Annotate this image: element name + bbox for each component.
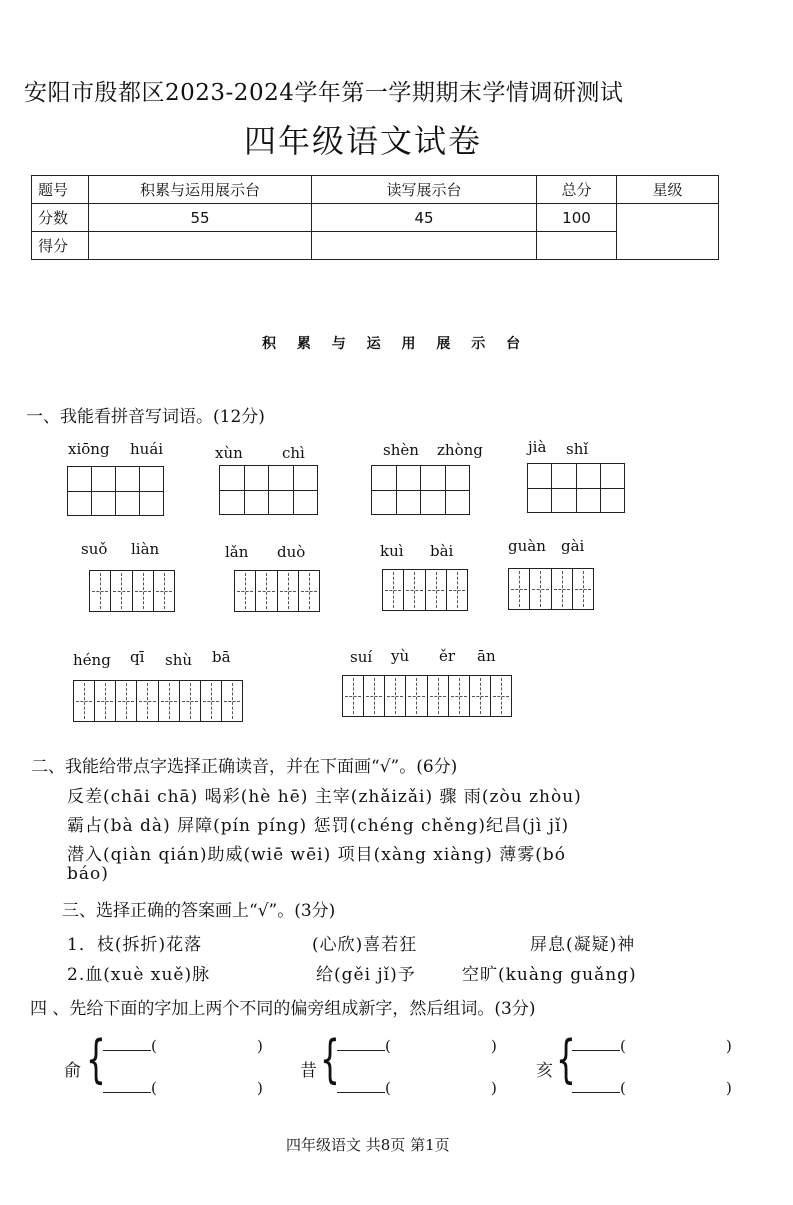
table-cell[interactable]: [89, 232, 312, 260]
pinyin: qī: [130, 648, 145, 666]
table-row: [32, 232, 719, 260]
tian-grid[interactable]: [234, 570, 320, 612]
section-title: 积 累 与 运 用 展 示 台: [262, 336, 529, 352]
table-cell: 55: [89, 204, 312, 232]
base-character: 亥: [536, 1061, 553, 1081]
answer-grid[interactable]: [219, 465, 318, 515]
base-character: 俞: [64, 1061, 81, 1081]
question-3-heading: 三、选择正确的答案画上“√”。(3分): [62, 901, 336, 921]
pinyin: yù: [391, 647, 410, 665]
pinyin: huái: [130, 440, 164, 458]
question-3-item: 1．枝(拆折)花落: [67, 935, 203, 955]
pinyin: bā: [212, 648, 231, 666]
pinyin: ěr: [439, 647, 456, 665]
table-cell[interactable]: [312, 232, 537, 260]
question-2-line: 霸占(bà dà) 屏障(pín píng) 惩罚(chéng chěng)纪昌(jì jǐ): [67, 816, 570, 836]
table-header: 题号: [32, 176, 89, 204]
question-3-item: 屏息(凝疑)神: [530, 935, 636, 955]
tian-grid[interactable]: [382, 569, 468, 611]
table-header: 总分: [537, 176, 617, 204]
pinyin: bài: [430, 542, 454, 560]
brace-icon: {: [556, 1030, 576, 1090]
pinyin: gài: [561, 537, 585, 555]
question-2-line: 潜入(qiàn qián)助威(wiē wēi) 项目(xàng xiàng) 薄雾(bó: [67, 845, 567, 865]
answer-grid[interactable]: [371, 465, 470, 515]
pinyin: jià: [528, 438, 547, 456]
answer-grid[interactable]: [67, 466, 164, 516]
pinyin: héng: [73, 651, 111, 669]
question-3-item: 空旷(kuàng guǎng): [462, 965, 637, 985]
question-4-heading: 四 、先给下面的字加上两个不同的偏旁组成新字，然后组词。(3分): [30, 999, 536, 1019]
question-2-line: 反差(chāi chā) 喝彩(hè hē) 主宰(zhǎizǎi) 骤 雨(zòu zhòu): [67, 787, 582, 807]
pinyin: xùn: [215, 444, 243, 462]
table-header: 读写展示台: [312, 176, 537, 204]
table-cell[interactable]: [537, 232, 617, 260]
pinyin: suí: [350, 648, 373, 666]
brace-icon: {: [320, 1030, 340, 1090]
question-2-heading: 二、我能给带点字选择正确读音，并在下面画“√”。(6分): [31, 757, 458, 777]
pinyin: duò: [277, 543, 306, 561]
pinyin: liàn: [131, 540, 160, 558]
tian-grid[interactable]: [508, 568, 594, 610]
table-header: 积累与运用展示台: [89, 176, 312, 204]
tian-grid[interactable]: [89, 570, 175, 612]
pinyin: kuì: [380, 542, 404, 560]
table-cell: 45: [312, 204, 537, 232]
tian-grid[interactable]: [342, 675, 512, 717]
table-cell: [617, 204, 719, 260]
question-3-item: (心欣)喜若狂: [312, 935, 418, 955]
brace-icon: {: [86, 1030, 106, 1090]
tian-grid[interactable]: [73, 680, 243, 722]
score-table: [31, 175, 719, 260]
question-1-heading: 一、我能看拼音写词语。(12分): [26, 407, 265, 427]
pinyin: shù: [165, 651, 193, 669]
exam-subtitle: 四年级语文试卷: [244, 122, 483, 160]
pinyin: guàn: [508, 537, 546, 555]
pinyin: ān: [477, 647, 496, 665]
exam-title: 安阳市殷都区2023-2024学年第一学期期末学情调研测试: [24, 80, 624, 106]
pinyin: shèn: [383, 441, 419, 459]
answer-grid[interactable]: [527, 463, 625, 513]
question-3-item: 给(gěi jǐ)予: [316, 965, 416, 985]
table-row: [32, 204, 719, 232]
question-3-item: 2.血(xuè xuě)脉: [67, 965, 211, 985]
page-footer: 四年级语文 共8页 第1页: [286, 1136, 450, 1154]
answer-blank[interactable]: ( ): [103, 1078, 263, 1097]
pinyin: shǐ: [566, 440, 589, 458]
pinyin: zhòng: [437, 441, 483, 459]
answer-blank[interactable]: ( ): [572, 1078, 732, 1097]
pinyin: chì: [282, 444, 305, 462]
pinyin: lǎn: [225, 543, 249, 561]
table-cell: 100: [537, 204, 617, 232]
answer-blank[interactable]: ( ): [337, 1078, 497, 1097]
row-label: 分数: [32, 204, 89, 232]
answer-blank[interactable]: ( ): [337, 1036, 497, 1055]
pinyin: xiōng: [68, 440, 110, 458]
answer-blank[interactable]: ( ): [103, 1036, 263, 1055]
pinyin: suǒ: [81, 540, 108, 558]
question-2-line: báo): [67, 864, 109, 884]
answer-blank[interactable]: ( ): [572, 1036, 732, 1055]
table-header: 星级: [617, 176, 719, 204]
table-row: [32, 176, 719, 204]
row-label: 得分: [32, 232, 89, 260]
base-character: 昔: [300, 1061, 317, 1081]
